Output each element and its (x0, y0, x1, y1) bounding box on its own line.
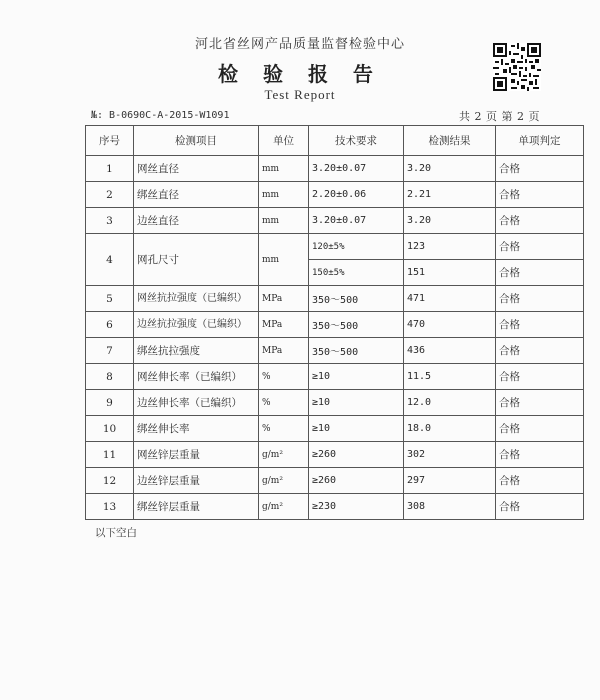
cell-requirement: 150±5% (309, 260, 404, 286)
cell-result: 3.20 (404, 208, 496, 234)
cell-requirement: 120±5% (309, 234, 404, 260)
cell-result: 297 (404, 468, 496, 494)
cell-judgement: 合格 (496, 442, 584, 468)
cell-requirement: ≥260 (309, 442, 404, 468)
cell-judgement: 合格 (496, 208, 584, 234)
cell-result: 12.0 (404, 390, 496, 416)
table-row (86, 234, 584, 260)
cell-judgement: 合格 (496, 364, 584, 390)
cell-unit: MPa (259, 338, 309, 364)
header-item: 检测项目 (134, 126, 259, 156)
cell-requirement: ≥10 (309, 364, 404, 390)
cell-judgement: 合格 (496, 390, 584, 416)
cell-result: 302 (404, 442, 496, 468)
table-row (86, 390, 584, 416)
cell-no: 12 (86, 468, 134, 494)
table-row (86, 286, 584, 312)
table-row (86, 182, 584, 208)
cell-item: 网丝抗拉强度（已编织） (134, 286, 259, 312)
cell-requirement: 3.20±0.07 (309, 156, 404, 182)
cell-no: 10 (86, 416, 134, 442)
issuing-organization: 河北省丝网产品质量监督检验中心 (194, 37, 405, 52)
report-title-en: Test Report (264, 87, 336, 102)
cell-requirement: 350～500 (309, 338, 404, 364)
cell-result: 2.21 (404, 182, 496, 208)
cell-judgement: 合格 (496, 286, 584, 312)
header-judgement: 单项判定 (496, 126, 584, 156)
header-no: 序号 (86, 126, 134, 156)
cell-unit: mm (259, 208, 309, 234)
cell-requirement: 2.20±0.06 (309, 182, 404, 208)
cell-item: 网孔尺寸 (134, 234, 259, 286)
cell-judgement: 合格 (496, 182, 584, 208)
cell-item: 边丝直径 (134, 208, 259, 234)
cell-item: 边丝抗拉强度（已编织） (134, 312, 259, 338)
report-title-cn: 检 验 报 告 (218, 62, 382, 86)
cell-result: 151 (404, 260, 496, 286)
cell-unit: % (259, 416, 309, 442)
cell-unit: g/m² (259, 468, 309, 494)
cell-item: 边丝伸长率（已编织） (134, 390, 259, 416)
cell-unit: MPa (259, 312, 309, 338)
cell-requirement: ≥10 (309, 416, 404, 442)
qr-code-icon (493, 43, 541, 91)
cell-requirement: ≥10 (309, 390, 404, 416)
table-header-row (86, 126, 584, 156)
cell-unit: % (259, 390, 309, 416)
header-unit: 单位 (259, 126, 309, 156)
cell-item: 绑丝伸长率 (134, 416, 259, 442)
test-results-table (85, 125, 584, 520)
cell-no: 2 (86, 182, 134, 208)
table-row (86, 338, 584, 364)
cell-requirement: 350～500 (309, 312, 404, 338)
table-row (86, 442, 584, 468)
cell-result: 470 (404, 312, 496, 338)
end-of-report-note: 以下空白 (95, 527, 137, 539)
cell-result: 11.5 (404, 364, 496, 390)
cell-unit: mm (259, 156, 309, 182)
cell-requirement: ≥260 (309, 468, 404, 494)
cell-judgement: 合格 (496, 468, 584, 494)
cell-result: 3.20 (404, 156, 496, 182)
cell-unit: g/m² (259, 442, 309, 468)
cell-no: 3 (86, 208, 134, 234)
header-result: 检测结果 (404, 126, 496, 156)
cell-judgement: 合格 (496, 338, 584, 364)
cell-judgement: 合格 (496, 234, 584, 260)
cell-no: 1 (86, 156, 134, 182)
cell-item: 绑丝抗拉强度 (134, 338, 259, 364)
report-number: №: B-0690C-A-2015-W1091 (91, 110, 230, 121)
cell-no: 6 (86, 312, 134, 338)
cell-no: 5 (86, 286, 134, 312)
cell-unit: mm (259, 182, 309, 208)
cell-judgement: 合格 (496, 312, 584, 338)
cell-item: 绑丝直径 (134, 182, 259, 208)
cell-judgement: 合格 (496, 260, 584, 286)
cell-no: 7 (86, 338, 134, 364)
table-row (86, 494, 584, 520)
cell-result: 123 (404, 234, 496, 260)
table-row (86, 364, 584, 390)
cell-no: 13 (86, 494, 134, 520)
cell-judgement: 合格 (496, 494, 584, 520)
cell-result: 471 (404, 286, 496, 312)
table-row (86, 468, 584, 494)
table-row (86, 416, 584, 442)
cell-result: 436 (404, 338, 496, 364)
cell-item: 绑丝锌层重量 (134, 494, 259, 520)
header-requirement: 技术要求 (309, 126, 404, 156)
cell-item: 网丝锌层重量 (134, 442, 259, 468)
cell-requirement: ≥230 (309, 494, 404, 520)
cell-no: 4 (86, 234, 134, 286)
cell-unit: mm (259, 234, 309, 286)
cell-item: 网丝伸长率（已编织） (134, 364, 259, 390)
cell-item: 边丝锌层重量 (134, 468, 259, 494)
cell-judgement: 合格 (496, 156, 584, 182)
table-row (86, 208, 584, 234)
page-indicator: 共 2 页 第 2 页 (459, 110, 540, 123)
cell-unit: % (259, 364, 309, 390)
table-row (86, 156, 584, 182)
cell-no: 11 (86, 442, 134, 468)
cell-unit: g/m² (259, 494, 309, 520)
cell-result: 308 (404, 494, 496, 520)
cell-unit: MPa (259, 286, 309, 312)
cell-item: 网丝直径 (134, 156, 259, 182)
cell-no: 9 (86, 390, 134, 416)
cell-requirement: 350～500 (309, 286, 404, 312)
cell-result: 18.0 (404, 416, 496, 442)
table-row (86, 312, 584, 338)
cell-no: 8 (86, 364, 134, 390)
cell-judgement: 合格 (496, 416, 584, 442)
cell-requirement: 3.20±0.07 (309, 208, 404, 234)
